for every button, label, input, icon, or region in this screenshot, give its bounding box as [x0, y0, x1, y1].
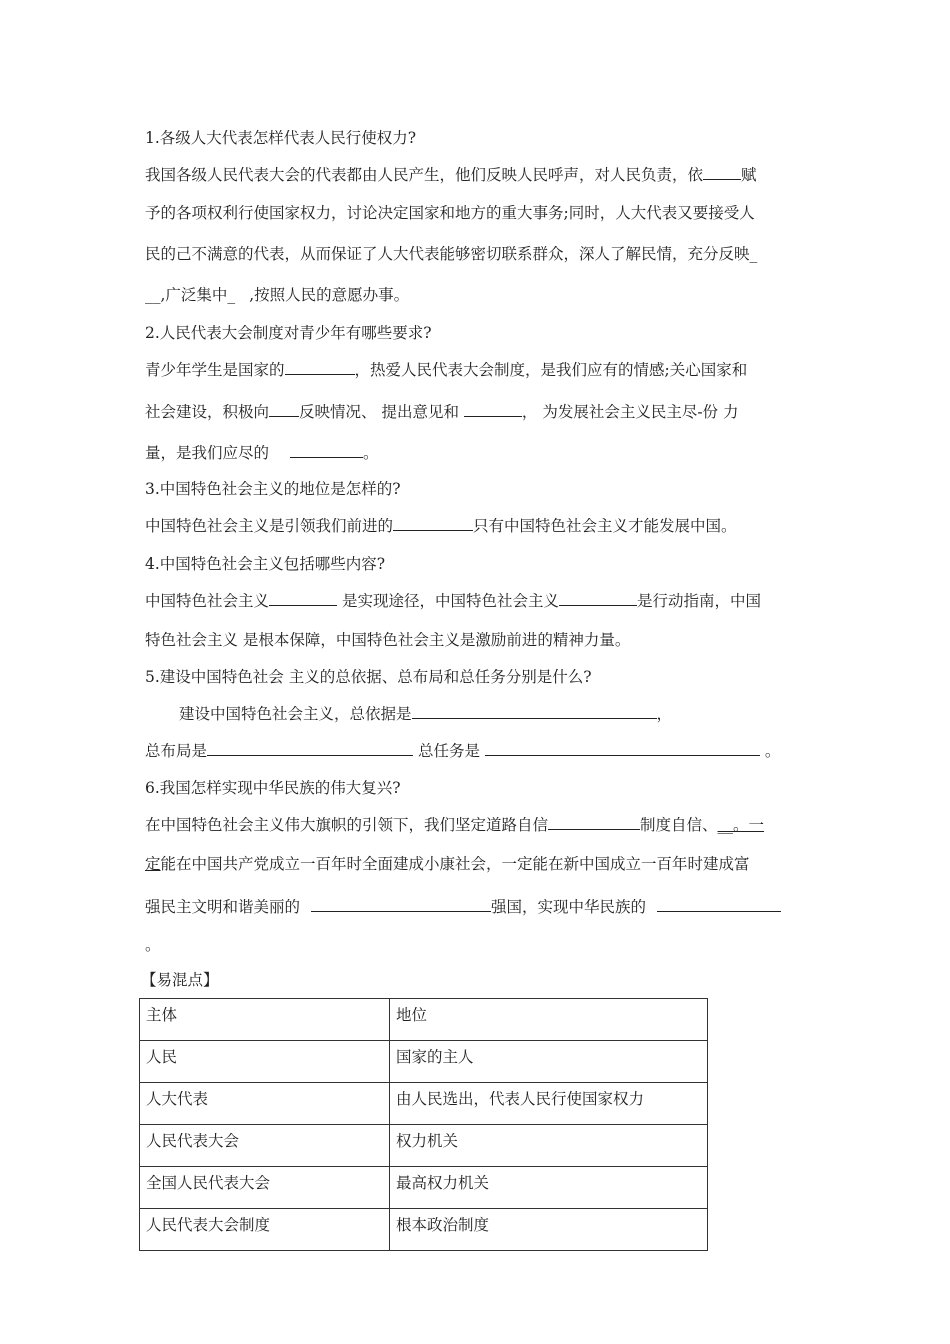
question-6-title: 6.我国怎样实现中华民族的伟大复兴?: [145, 779, 401, 797]
fill-blank[interactable]: [290, 441, 363, 458]
table-header-cell: 主体: [140, 999, 390, 1041]
q6-line-2: 定能在中国共产党成立一百年时全面建成小康社会，一定能在新中国成立一百年时建成富: [145, 855, 750, 873]
table-cell: 人民代表大会制度: [140, 1209, 390, 1251]
table-row: [140, 1083, 708, 1125]
fill-blank[interactable]: [657, 895, 781, 912]
table-cell: 全国人民代表大会: [140, 1167, 390, 1209]
confusing-points-table: [139, 998, 708, 1251]
q1-line-4: __,广泛集中_ ,按照人民的意愿办事。: [145, 286, 410, 304]
fill-blank[interactable]: [548, 813, 640, 830]
q1-line-1: 我国各级人民代表大会的代表都由人民产生，他们反映人民呼声，对人民负责，依 赋: [145, 163, 757, 185]
question-5-title: 5.建设中国特色社会 主义的总依据、总布局和总任务分别是什么?: [145, 668, 592, 686]
fill-blank[interactable]: [412, 702, 657, 719]
fill-blank[interactable]: [207, 739, 413, 756]
table-row: [140, 1167, 708, 1209]
fill-blank[interactable]: [269, 400, 299, 417]
fill-blank[interactable]: [269, 589, 337, 606]
table-row: [140, 1041, 708, 1083]
confusing-points-heading: 【易混点】: [141, 971, 219, 989]
q1-line-3: 民的己不满意的代表，从而保证了人大代表能够密切联系群众，深人了解民情，充分反映_: [145, 245, 758, 263]
question-3-title: 3.中国特色社会主义的地位是怎样的?: [145, 480, 401, 498]
q2-line-1: 青少年学生是国家的 ，热爱人民代表大会制度，是我们应有的情感;关心国家和: [145, 358, 747, 380]
table-header-cell: 地位: [390, 999, 708, 1041]
q5-line-1: 建设中国特色社会主义，总依据是 ，: [179, 702, 672, 724]
question-4-title: 4.中国特色社会主义包括哪些内容?: [145, 555, 386, 573]
question-2-title: 2.人民代表大会制度对青少年有哪些要求?: [145, 324, 432, 342]
q6-line-3: 强民主文明和谐美丽的 强国，实现中华民族的: [145, 895, 781, 917]
q2-line-3: 量，是我们应尽的 。: [145, 441, 378, 463]
fill-blank[interactable]: [285, 358, 355, 375]
question-1-title: 1.各级人大代表怎样代表人民行使权力?: [145, 129, 417, 147]
q6-line-1: 在中国特色社会主义伟大旗帜的引领下，我们坚定道路自信 制度自信、__。一: [145, 813, 764, 835]
table-cell: 最高权力机关: [390, 1167, 708, 1209]
table-cell: 人民: [140, 1041, 390, 1083]
table-cell: 国家的主人: [390, 1041, 708, 1083]
q3-line-1: 中国特色社会主义是引领我们前进的 只有中国特色社会主义才能发展中国。: [145, 514, 737, 536]
table-row: [140, 1209, 708, 1251]
q5-line-2: 总布局是 总任务是 。: [145, 739, 780, 761]
fill-blank[interactable]: [311, 895, 491, 912]
fill-blank[interactable]: [559, 589, 637, 606]
fill-blank[interactable]: [393, 514, 473, 531]
fill-blank[interactable]: [485, 739, 760, 756]
q1-line-2: 予的各项权利行使国家权力，讨论决定国家和地方的重大事务;同时，人大代表又要接受人: [145, 204, 755, 222]
table-cell: 人大代表: [140, 1083, 390, 1125]
table-row: [140, 1125, 708, 1167]
fill-blank[interactable]: [703, 163, 741, 180]
q4-line-2: 特色社会主义 是根本保障，中国特色社会主义是激励前进的精神力量。: [145, 631, 631, 649]
table-cell: 由人民选出，代表人民行使国家权力: [390, 1083, 708, 1125]
q6-line-4: 。: [145, 936, 161, 954]
q4-line-1: 中国特色社会主义 是实现途径，中国特色社会主义 是行动指南，中国: [145, 589, 761, 611]
table-cell: 人民代表大会: [140, 1125, 390, 1167]
table-header-row: [140, 999, 708, 1041]
q2-line-2: 社会建设，积极向 反映情况、 提出意见和 ， 为发展社会主义民主尽-份 力: [145, 400, 738, 422]
fill-blank[interactable]: [464, 400, 522, 417]
table-cell: 权力机关: [390, 1125, 708, 1167]
table-cell: 根本政治制度: [390, 1209, 708, 1251]
